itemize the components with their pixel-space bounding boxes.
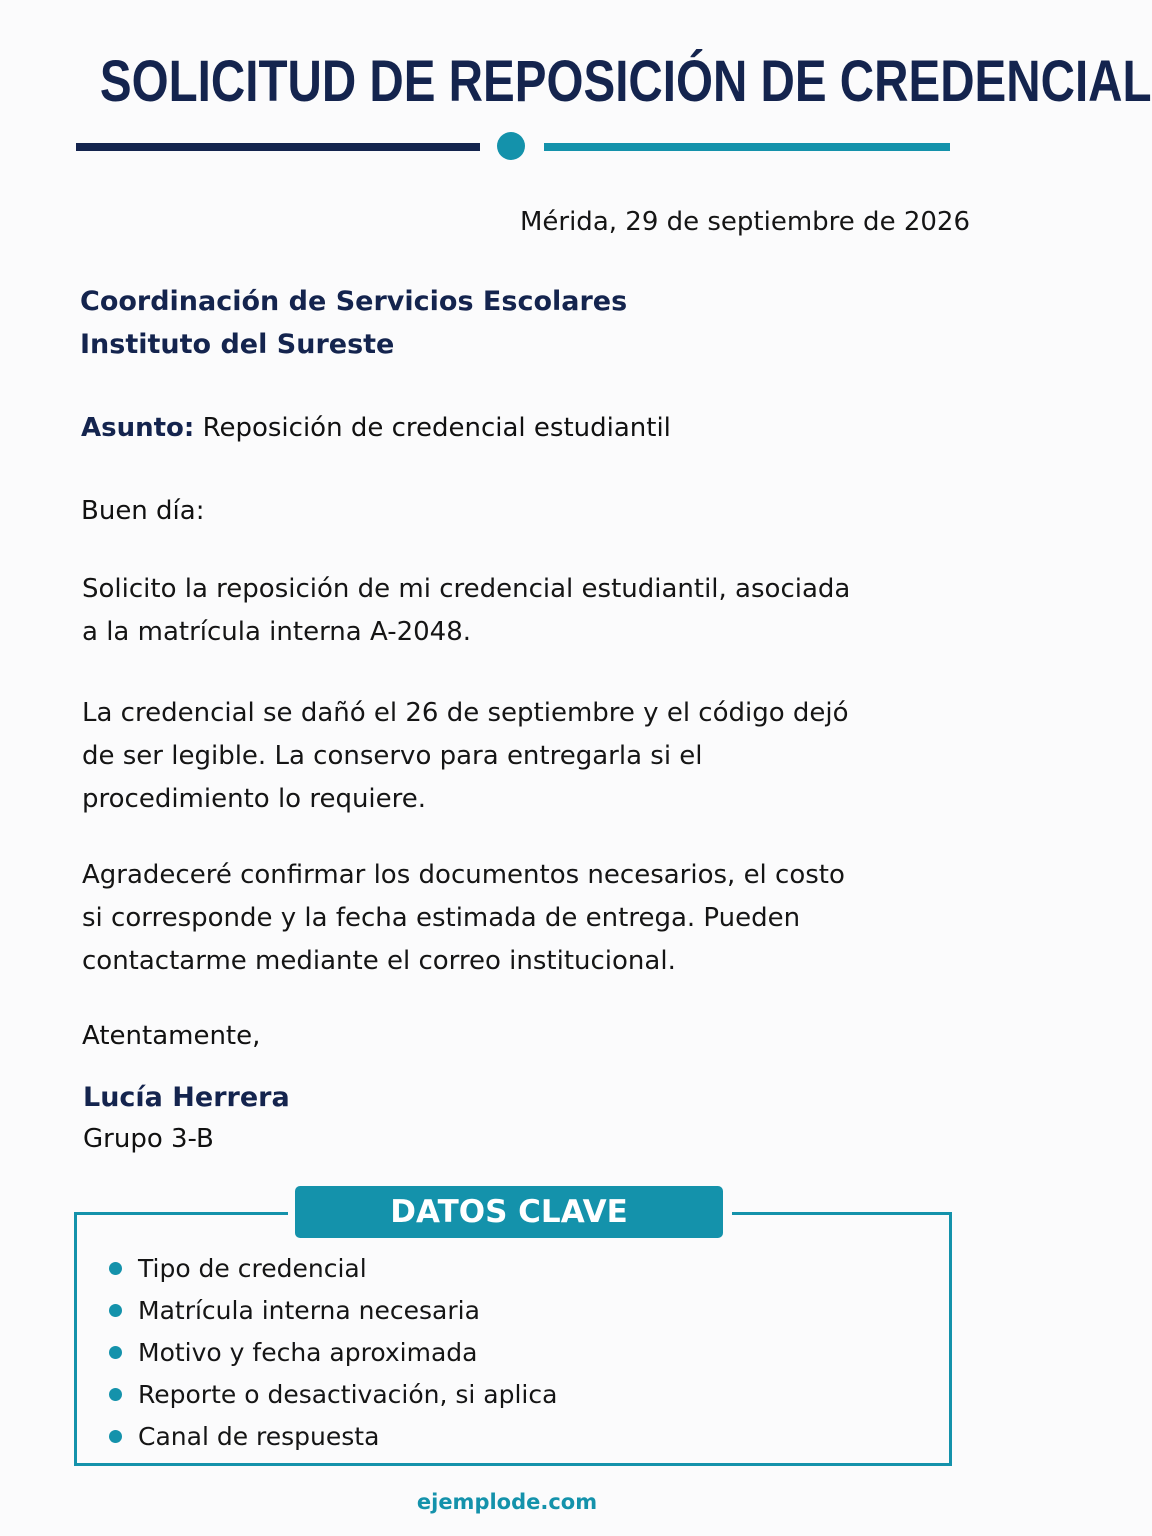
recipient-block (80, 280, 627, 366)
bullet-icon (109, 1304, 122, 1317)
bullet-icon (109, 1346, 122, 1359)
bullet-icon (109, 1262, 122, 1275)
list-item-text: Motivo y fecha aproximada (138, 1338, 478, 1367)
subject-line (81, 408, 671, 448)
bullet-icon (109, 1430, 122, 1443)
list-item (108, 1332, 557, 1374)
recipient-institution: Instituto del Sureste (80, 329, 395, 360)
subject-label: Asunto: (81, 413, 195, 443)
list-item (108, 1290, 557, 1332)
title-divider-left (76, 143, 480, 151)
list-item-text: Canal de respuesta (138, 1422, 380, 1451)
letter-date: Mérida, 29 de septiembre de 2026 (519, 207, 970, 237)
footer-site: ejemplode.com (416, 1490, 598, 1514)
list-item-text: Reporte o desactivación, si aplica (138, 1380, 558, 1409)
key-data-heading: DATOS CLAVE (295, 1186, 723, 1238)
list-item-text: Tipo de credencial (138, 1254, 367, 1283)
greeting: Buen día: (81, 496, 205, 526)
title-divider-dot (497, 132, 525, 160)
signer-group: Grupo 3-B (83, 1124, 214, 1154)
list-item (108, 1248, 557, 1290)
closing: Atentamente, (82, 1021, 261, 1051)
key-data-list (108, 1248, 557, 1458)
document-title: SOLICITUD DE REPOSICIÓN DE CREDENCIAL (99, 49, 1152, 114)
list-item-text: Matrícula interna necesaria (138, 1296, 480, 1325)
signer-name: Lucía Herrera (83, 1082, 290, 1113)
list-item (108, 1416, 557, 1458)
title-divider-right (544, 143, 950, 151)
list-item (108, 1374, 557, 1416)
recipient-office: Coordinación de Servicios Escolares (80, 286, 628, 317)
body-paragraph-request: Solicito la reposición de mi credencial estudiantil, asociada a la matrícula interna A-2048. (82, 574, 851, 647)
body-paragraph-confirmation: Agradeceré confirmar los documentos necesarios, el costo si corresponde y la fecha estimada de entrega. Pueden contactarme mediante el correo institucional. (82, 860, 845, 976)
body-paragraph-damage: La credencial se dañó el 26 de septiembre y el código dejó de ser legible. La conservo para entregarla si el procedimiento lo requiere. (82, 698, 849, 814)
bullet-icon (109, 1388, 122, 1401)
subject-text: Reposición de credencial estudiantil (202, 413, 671, 443)
